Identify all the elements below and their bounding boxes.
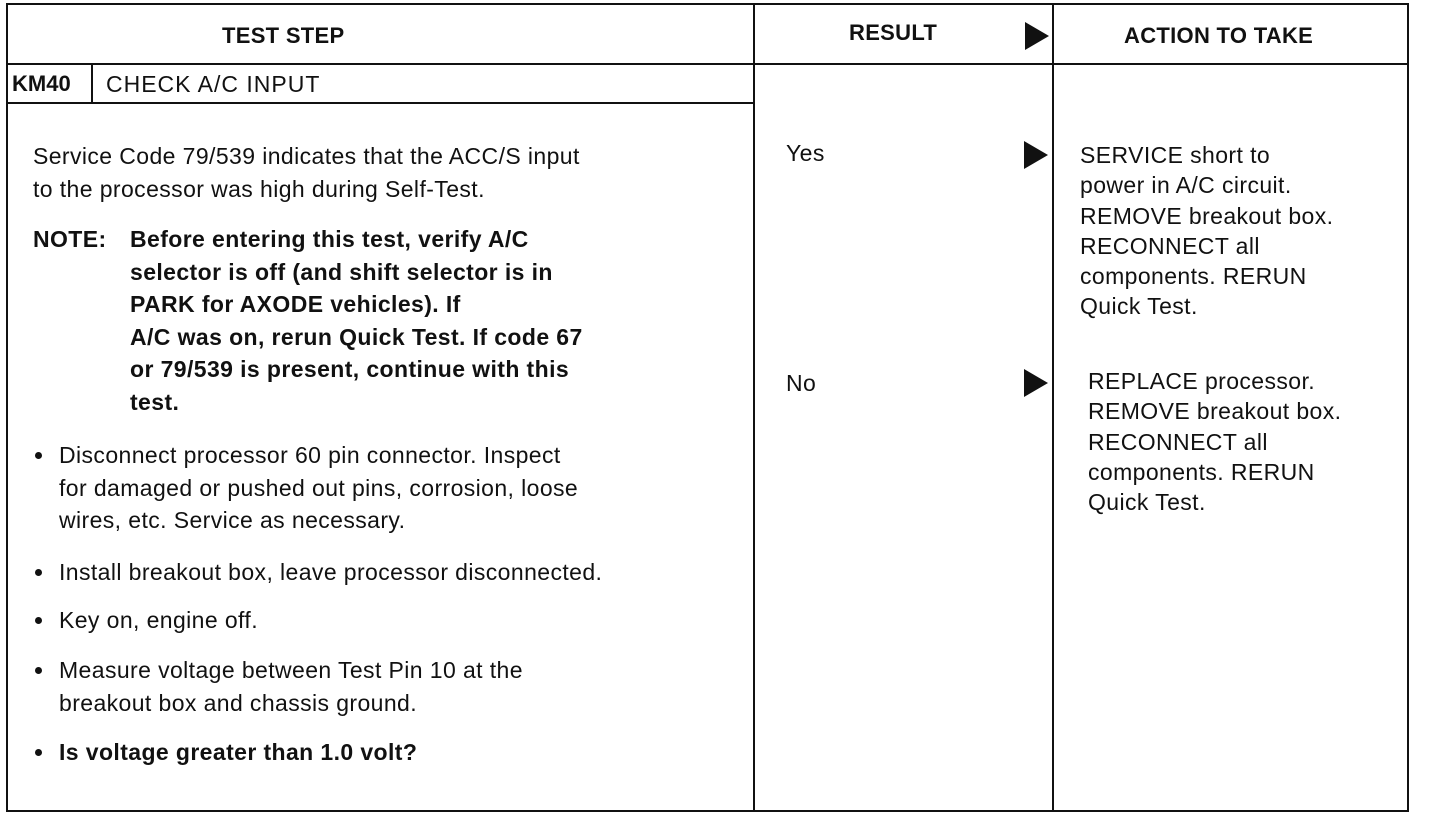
step-code: KM40	[12, 71, 71, 96]
list-item: Install breakout box, leave processor disconnected.	[59, 556, 602, 589]
step-code-divider	[91, 64, 93, 103]
action-yes: SERVICE short to power in A/C circuit. REMOVE breakout box. RECONNECT all components. RERUN Quick Test.	[1080, 142, 1334, 320]
bullet-icon	[35, 452, 42, 459]
note-text: Before entering this test, verify A/C selector is off (and shift selector is in PARK for AXODE vehicles). If A/C was on, rerun Quick Test. If code 67 or 79/539 is present, continue with this test.	[130, 226, 583, 415]
list-item: Is voltage greater than 1.0 volt?	[59, 736, 417, 769]
header-rule	[6, 63, 1409, 65]
step-title: CHECK A/C INPUT	[106, 71, 321, 97]
bullet-icon	[35, 749, 42, 756]
step-title-rule	[6, 102, 755, 104]
column-divider-right	[1052, 3, 1054, 812]
arrow-icon	[1025, 22, 1049, 50]
bullet-icon	[35, 617, 42, 624]
list-item: Key on, engine off.	[59, 604, 258, 637]
result-no: No	[786, 370, 817, 396]
bullet-icon	[35, 667, 42, 674]
note-label: NOTE:	[33, 226, 107, 252]
list-item: Measure voltage between Test Pin 10 at the breakout box and chassis ground.	[59, 654, 523, 719]
bullet-icon	[35, 569, 42, 576]
result-yes: Yes	[786, 140, 825, 166]
action-no: REPLACE processor. REMOVE breakout box. RECONNECT all components. RERUN Quick Test.	[1088, 368, 1342, 516]
header-result: RESULT	[849, 20, 938, 45]
column-divider-left	[753, 3, 755, 812]
intro-text: Service Code 79/539 indicates that the ACC/S input to the processor was high during Self-Test.	[33, 143, 580, 202]
header-action: ACTION TO TAKE	[1124, 23, 1314, 48]
header-test-step: TEST STEP	[222, 23, 345, 48]
list-item: Disconnect processor 60 pin connector. Inspect for damaged or pushed out pins, corrosion, loose wires, etc. Service as necessary.	[59, 439, 578, 537]
arrow-icon	[1024, 369, 1048, 397]
arrow-icon	[1024, 141, 1048, 169]
